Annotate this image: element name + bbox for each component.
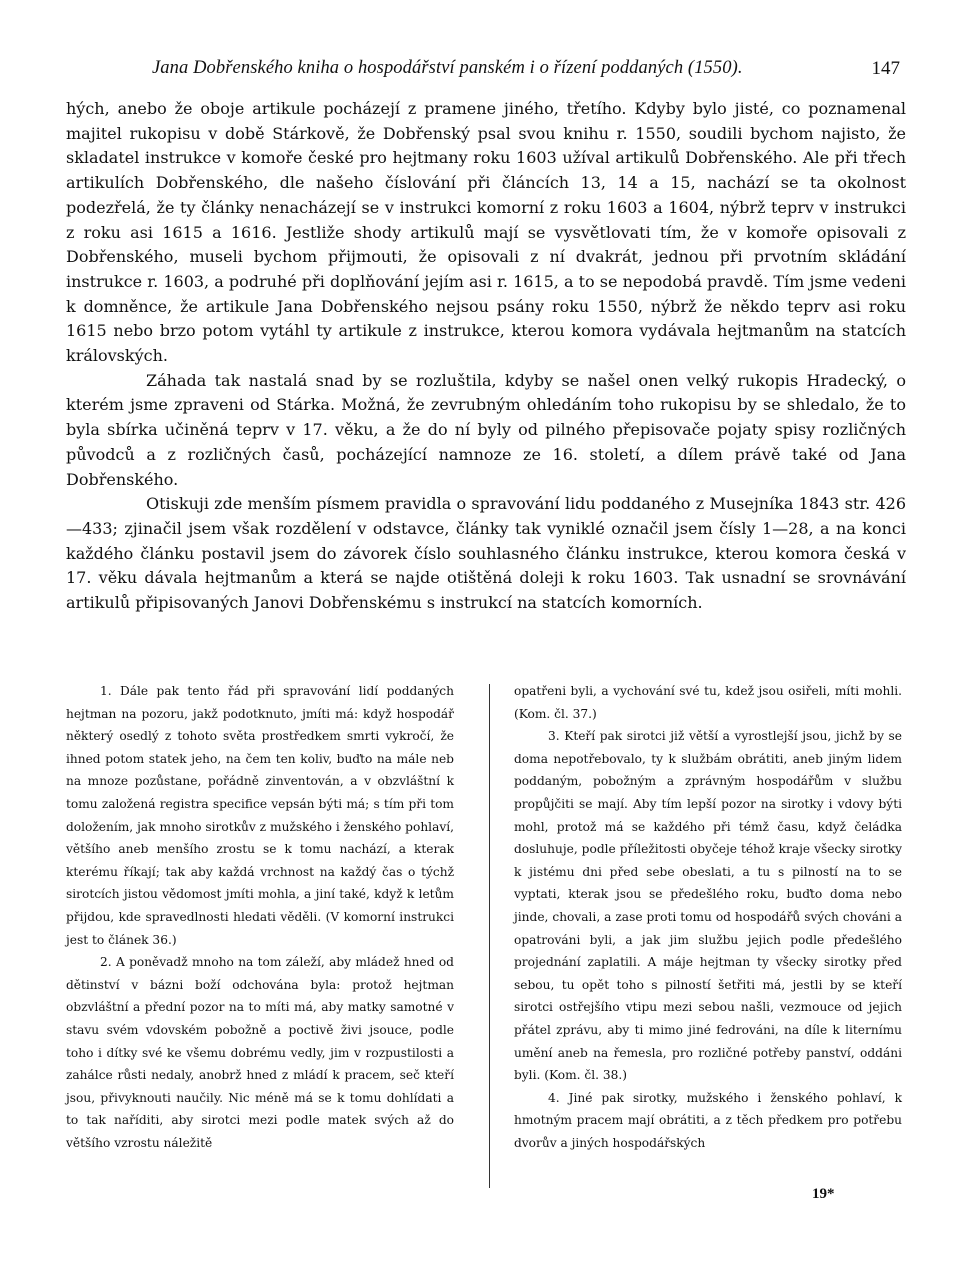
signature-mark: 19* bbox=[812, 1186, 835, 1202]
main-paragraph: hých, anebo že oboje artikule pocházejí z pramene jiného, třetího. Kdyby bylo jisté, co poznamenal majitel rukopisu v době Stárkově, že Dobřenský psal svou knihu r. 1550, soudili bychom najisto, že skladatel instrukce v komoře české pro hejtmany roku 1603 užíval artikulů Dobřenského. Ale při třech artikulích Dobřenského, dle našeho číslování při článcích 13, 14 a 15, nachází se ta okolnost podezřelá, že ty články nenacházejí se v instrukci komorní z roku 1603 a 1604, nýbrž teprv v instrukci z roku asi 1615 a 1616. Jestliže shody artikulů mají se vysvětlovati tím, že v komoře opisovali z Dobřenského, museli bychom přijmouti, že opisovali z ní dvakrát, jednou při prvotním skládání instrukce r. 1603, a podruhé při doplňování jejím asi r. 1615, a to se nepodobá pravdě. Tím jsme vedeni k domněnce, že artikule Jana Dobřenského nejsou psány roku 1550, nýbrž že někdo teprv asi roku 1615 nebo brzo potom vytáhl ty artikule z instrukce, kterou komora vydávala hejtmanům na statcích královských. bbox=[66, 99, 906, 366]
running-header bbox=[64, 52, 906, 88]
running-title: Jana Dobřenského kniha o hospodářství panském i o řízení poddaných (1550). bbox=[152, 58, 743, 78]
article-paragraph: 1. Dále pak tento řád při spravování lidí poddaných hejtman na pozoru, jakž podotknuto, jmíti má: když hospodář některý osedlý z tohoto světa prostředkem smrti vykročí, že ihned potom statek jeho, na čem ten koliv, buďto na mále neb na mnoze pozůstane, pořádně zinventován, a v obzvláštní k tomu založená registra specifice vepsán býti má; s tím při tom doložením, jak mnoho sirotkův z mužského i ženského pohlaví, většího aneb menšího zrostu se k tomu nachází, a kterak kterému říkají; tak aby každá vrchnost na každý čas o týchž sirotcích jistou vědomost jmíti mohla, a jiní také, když k letům přijdou, kde spravedlnosti hledati věděli. (V komorní instrukci jest to článek 36.) bbox=[66, 684, 454, 947]
right-column bbox=[514, 680, 902, 1154]
main-paragraph: Otiskuji zde menším písmem pravidla o spravování lidu poddaného z Musejníka 1843 str. 426—433; zjinačil jsem však rozdělení v odstavce, články tak vyniklé označil jsem čísly 1—28, a na konci každého článku postavil jsem do závorek číslo souhlasného článku instrukce, kterou komora česká v 17. věku dávala hejtmanům a která se najde otištěná doleji k roku 1603. Tak usnadní se srovnávání artikulů připisovaných Janovi Dobřenskému s instrukcí na statcích komorních. bbox=[66, 494, 906, 613]
page-number: 147 bbox=[871, 58, 900, 79]
column-divider bbox=[489, 684, 490, 1188]
article-paragraph: 2. A poněvadž mnoho na tom záleží, aby mládež hned od dětinství v bázni boží odchována byla: protož hejtman obzvláštní a přední pozor na to míti má, aby matky samotné v stavu svém vdovském pobožně a poctivě živi jsouce, podle toho i dítky své ke všemu dobrému vedly, jim v rozpustilosti a zahálce růsti nedaly, anobrž hned z mládí k pracem, seč kteří jsou, přivyknouti naučily. Nic méně má se k tomu dohlídati a to tak naříditi, aby sirotci mezi podle matek svých až do většího vzrostu náležitě bbox=[66, 955, 454, 1150]
left-column bbox=[66, 680, 454, 1154]
main-text bbox=[66, 97, 906, 616]
main-paragraph: Záhada tak nastalá snad by se rozluštila, kdyby se našel onen velký rukopis Hradecký, o kterém jsme zpraveni od Stárka. Možná, že zevrubným ohledáním toho rukopisu by se shledalo, že to byla sbírka učiněná teprv v 17. věku, a že do ní byly od pilného přepisovače pojaty spisy rozličných původců a z rozličných časů, pocházející namnoze ze 16. století, a dílem právě také od Jana Dobřenského. bbox=[66, 370, 906, 489]
article-paragraph: 3. Kteří pak sirotci již větší a vyrostlejší jsou, jichž by se doma nepotřebovalo, ty k službám obrátiti, aneb jiným lidem poddaným, pobožným a zprávným hospodářům v službu propůjčiti se mají. Aby tím lepší pozor na sirotky i vdovy býti mohl, protož má se každého při témž času, když čeládka dosluhuje, podle příležitosti obyčeje téhož kraje všecky sirotky k jistému dni před sebe obeslati, a tu s pilností na to se vyptati, kterak jsou se předešlého roku, buďto doma nebo jinde, chovali, a zase proti tomu od hospodářů svých chováni a opatrováni byli, a jak jim službu jejich podle předešlého projednání zaplatili. A máje hejtman ty všecky sirotky před sebou, tu opět toho s pilností šetřiti má, jestli by se kteří sirotci ostřejšího vtipu mezi sebou našli, vezmouce od jejich přátel zprávu, aby ti mimo jiné fedrováni, na díle k liternímu umění aneb na řemesla, pro rozličné potřeby panství, oddáni byli. (Kom. čl. 38.) bbox=[514, 729, 902, 1083]
article-paragraph: opatřeni byli, a vychování své tu, kdež jsou osiřeli, míti mohli. (Kom. čl. 37.) bbox=[514, 684, 902, 721]
article-paragraph: 4. Jiné pak sirotky, mužského i ženského pohlaví, k hmotným pracem mají obrátiti, a z těch předkem pro potřebu dvorův a jiných hospodářských bbox=[514, 1090, 902, 1150]
